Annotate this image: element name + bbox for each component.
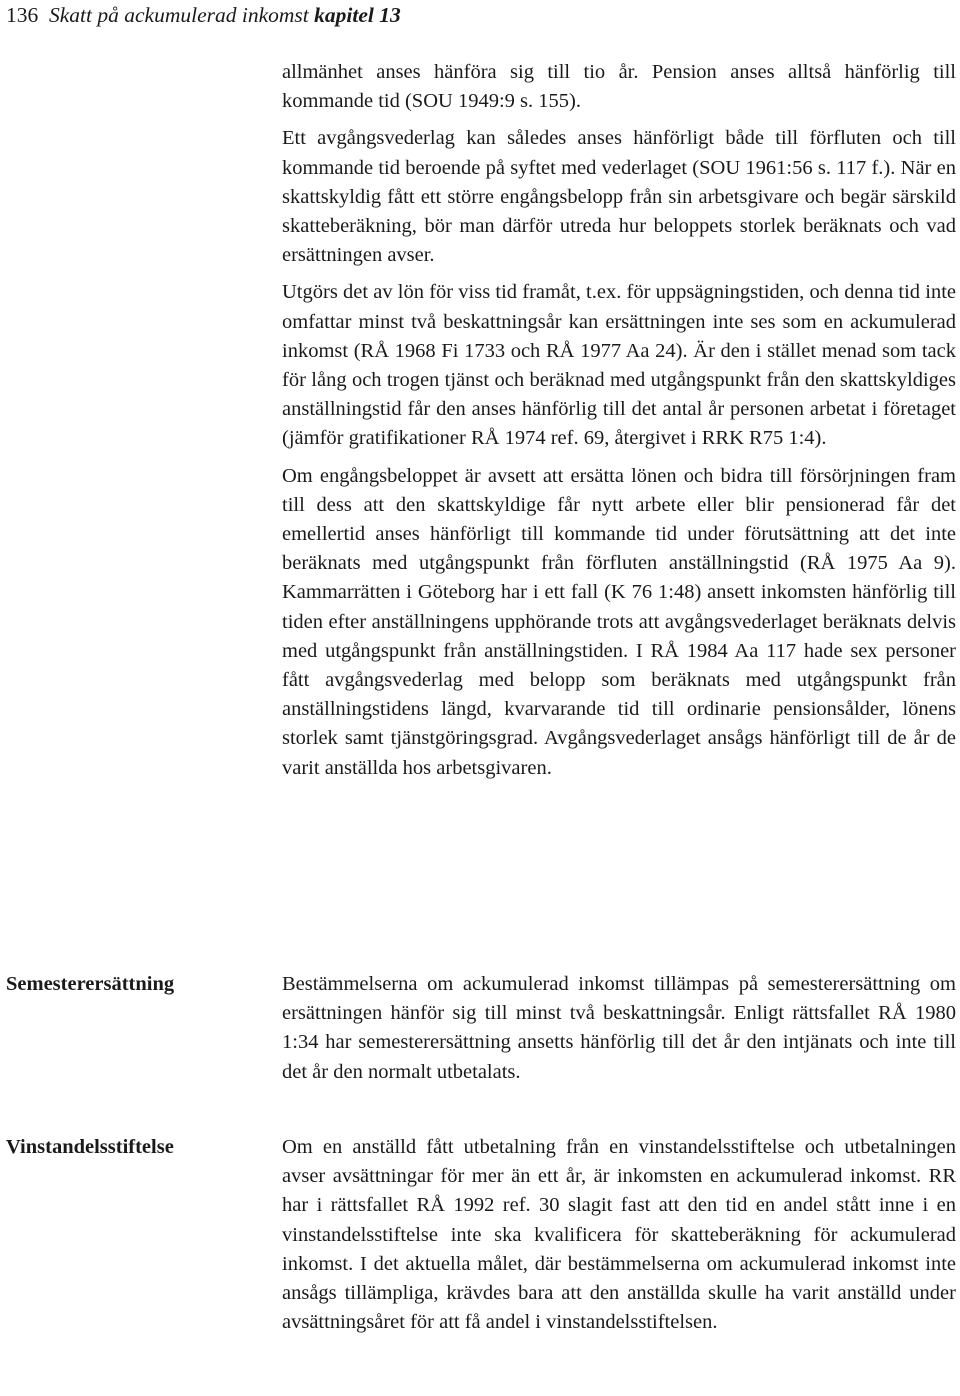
paragraph-3: Utgörs det av lön för viss tid framåt, t.ex. för uppsägningstiden, och denna tid inte omfattar minst två beskattningsår kan ersättningen inte ses som en ackumulerad inkomst (RÅ 1968 Fi 1733 och RÅ 1977 Aa 24). Är den i stället menad som tack för lång och trogen tjänst och beräknad med utgångspunkt från den skattskyldiges anställningstid får den anses hänförlig till det antal år personen arbetat i företaget (jämför gratifikationer RÅ 1974 ref. 69, återgivet i RRK R75 1:4).: [282, 281, 956, 450]
paragraph-semesterersattning: Bestämmelserna om ackumulerad inkomst tillämpas på semesterersättning om ersättningen hänför sig till minst två beskattningsår. Enligt rättsfallet RÅ 1980 1:34 har semesterersättning ansetts hänförlig till det år den intjänats och inte till det år den normalt utbetalats.: [282, 973, 956, 1083]
running-title: Skatt på ackumulerad inkomst: [49, 3, 309, 27]
section-text-vinstandelsstiftelse: [282, 1133, 956, 1345]
chapter-label: kapitel 13: [314, 3, 401, 27]
section-heading-semesterersattning: Semesterersättning: [6, 973, 175, 995]
section-heading-vinstandelsstiftelse: Vinstandelsstiftelse: [6, 1136, 174, 1158]
page-number: 136: [6, 3, 39, 27]
paragraph-vinstandelsstiftelse: Om en anställd fått utbetalning från en vinstandelsstiftelse och utbetalningen avser avsättningar för mer än ett år, är inkomsten en ackumulerad inkomst. RR har i rättsfallet RÅ 1992 ref. 30 slagit fast att den tid en andel stått inne i en vinstandelsstiftelse inte ska kvalificera för skatteberäkning för ackumulerad inkomst. I det aktuella målet, där bestämmelserna om ackumulerad inkomst inte ansågs tillämpliga, krävdes bara att den anställda skulle ha varit anställd under avsättningsåret för att få andel i vinstandelsstiftelsen.: [282, 1136, 956, 1334]
main-text: [282, 58, 956, 791]
page-header: [6, 0, 401, 30]
paragraph-1: allmänhet anses hänföra sig till tio år. Pension anses alltså hänförlig till kommande tid (SOU 1949:9 s. 155).: [282, 61, 956, 113]
paragraph-4: Om engångsbeloppet är avsett att ersätta lönen och bidra till försörjningen fram till dess att den skattskyldige får nytt arbete eller blir pensionerad får det emellertid anses hänförligt till kommande tid under förutsättning att det inte beräknats med utgångspunkt från förfluten anställningstid (RÅ 1975 Aa 9). Kammarrätten i Göteborg har i ett fall (K 76 1:48) ansett inkomsten hänförlig till tiden efter anställningens upphörande trots att avgångsvederlaget beräknats delvis med utgångspunkt från anställningstiden. I RÅ 1984 Aa 117 hade sex personer fått avgångsvederlag med belopp som beräknats med utgångspunkt från anställningstidens längd, kvarvarande tid till ordinarie pensionsålder, lönens storlek samt tjänstgöringsgrad. Avgångsvederlaget ansågs hänförligt till de år de varit anställda hos arbetsgivaren.: [282, 464, 956, 779]
paragraph-2: Ett avgångsvederlag kan således anses hänförligt både till förfluten och till kommande tid beroende på syftet med vederlaget (SOU 1961:56 s. 117 f.). När en skattskyldig fått ett större engångsbelopp från sin arbetsgivare och begär särskild skatteberäkning, bör man därför utreda hur beloppets storlek beräknats och vad ersättningen avser.: [282, 127, 956, 267]
section-text-semesterersattning: [282, 970, 956, 1095]
